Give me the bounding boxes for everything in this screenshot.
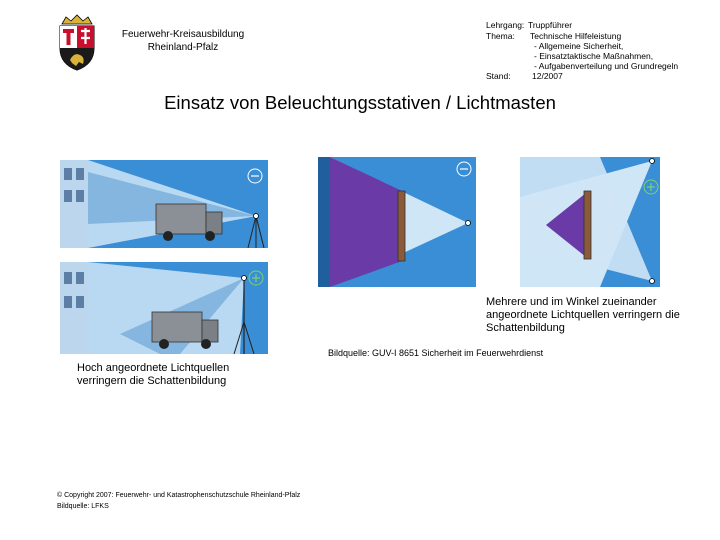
illustration-high-light	[60, 262, 268, 354]
caption-angled-lights: Mehrere und im Winkel zueinander angeordnete Lichtquellen verringern die Schattenbildung	[486, 296, 680, 334]
illustration-single-light-drawing	[318, 157, 476, 287]
organization-name	[118, 28, 248, 54]
course-label: Lehrgang:	[486, 20, 525, 30]
image-source-note: Bildquelle: GUV-I 8651 Sicherheit im Feuerwehrdienst	[328, 348, 544, 358]
date-value: 12/2007	[532, 71, 563, 81]
org-line-2: Rheinland-Pfalz	[147, 42, 219, 53]
illustration-low-light-shadow	[60, 160, 268, 248]
org-line-1: Feuerwehr-Kreisausbildung	[121, 29, 245, 40]
date-label: Stand:	[486, 71, 511, 81]
topic-item: - Einsatztaktische Maßnahmen,	[534, 51, 654, 61]
illustration-angled-lights-drawing	[520, 157, 660, 287]
topic-label: Thema:	[486, 31, 515, 41]
footer-image-source: Bildquelle: LFKS	[57, 503, 109, 510]
topic-item: - Allgemeine Sicherheit,	[534, 41, 624, 51]
illustration-low-light-drawing	[60, 160, 268, 248]
caption-high-lights: Hoch angeordnete Lichtquellen verringern die Schattenbildung	[77, 362, 230, 387]
course-value: Truppführer	[528, 20, 573, 30]
page-title: Einsatz von Beleuchtungsstativen / Lichtmasten	[164, 92, 556, 113]
topic-item: - Aufgabenverteilung und Grundregeln	[534, 61, 679, 71]
rlp-coat-of-arms-logo	[52, 14, 102, 72]
footer	[57, 490, 300, 512]
copyright-text: © Copyright 2007: Feuerwehr- und Katastrophenschutzschule Rheinland-Pfalz	[57, 492, 301, 499]
illustration-angled-lights-topview	[520, 157, 660, 287]
topic-value: Technische Hilfeleistung	[530, 31, 622, 41]
illustration-high-light-drawing	[60, 262, 268, 354]
illustration-single-light-topview	[318, 157, 476, 287]
